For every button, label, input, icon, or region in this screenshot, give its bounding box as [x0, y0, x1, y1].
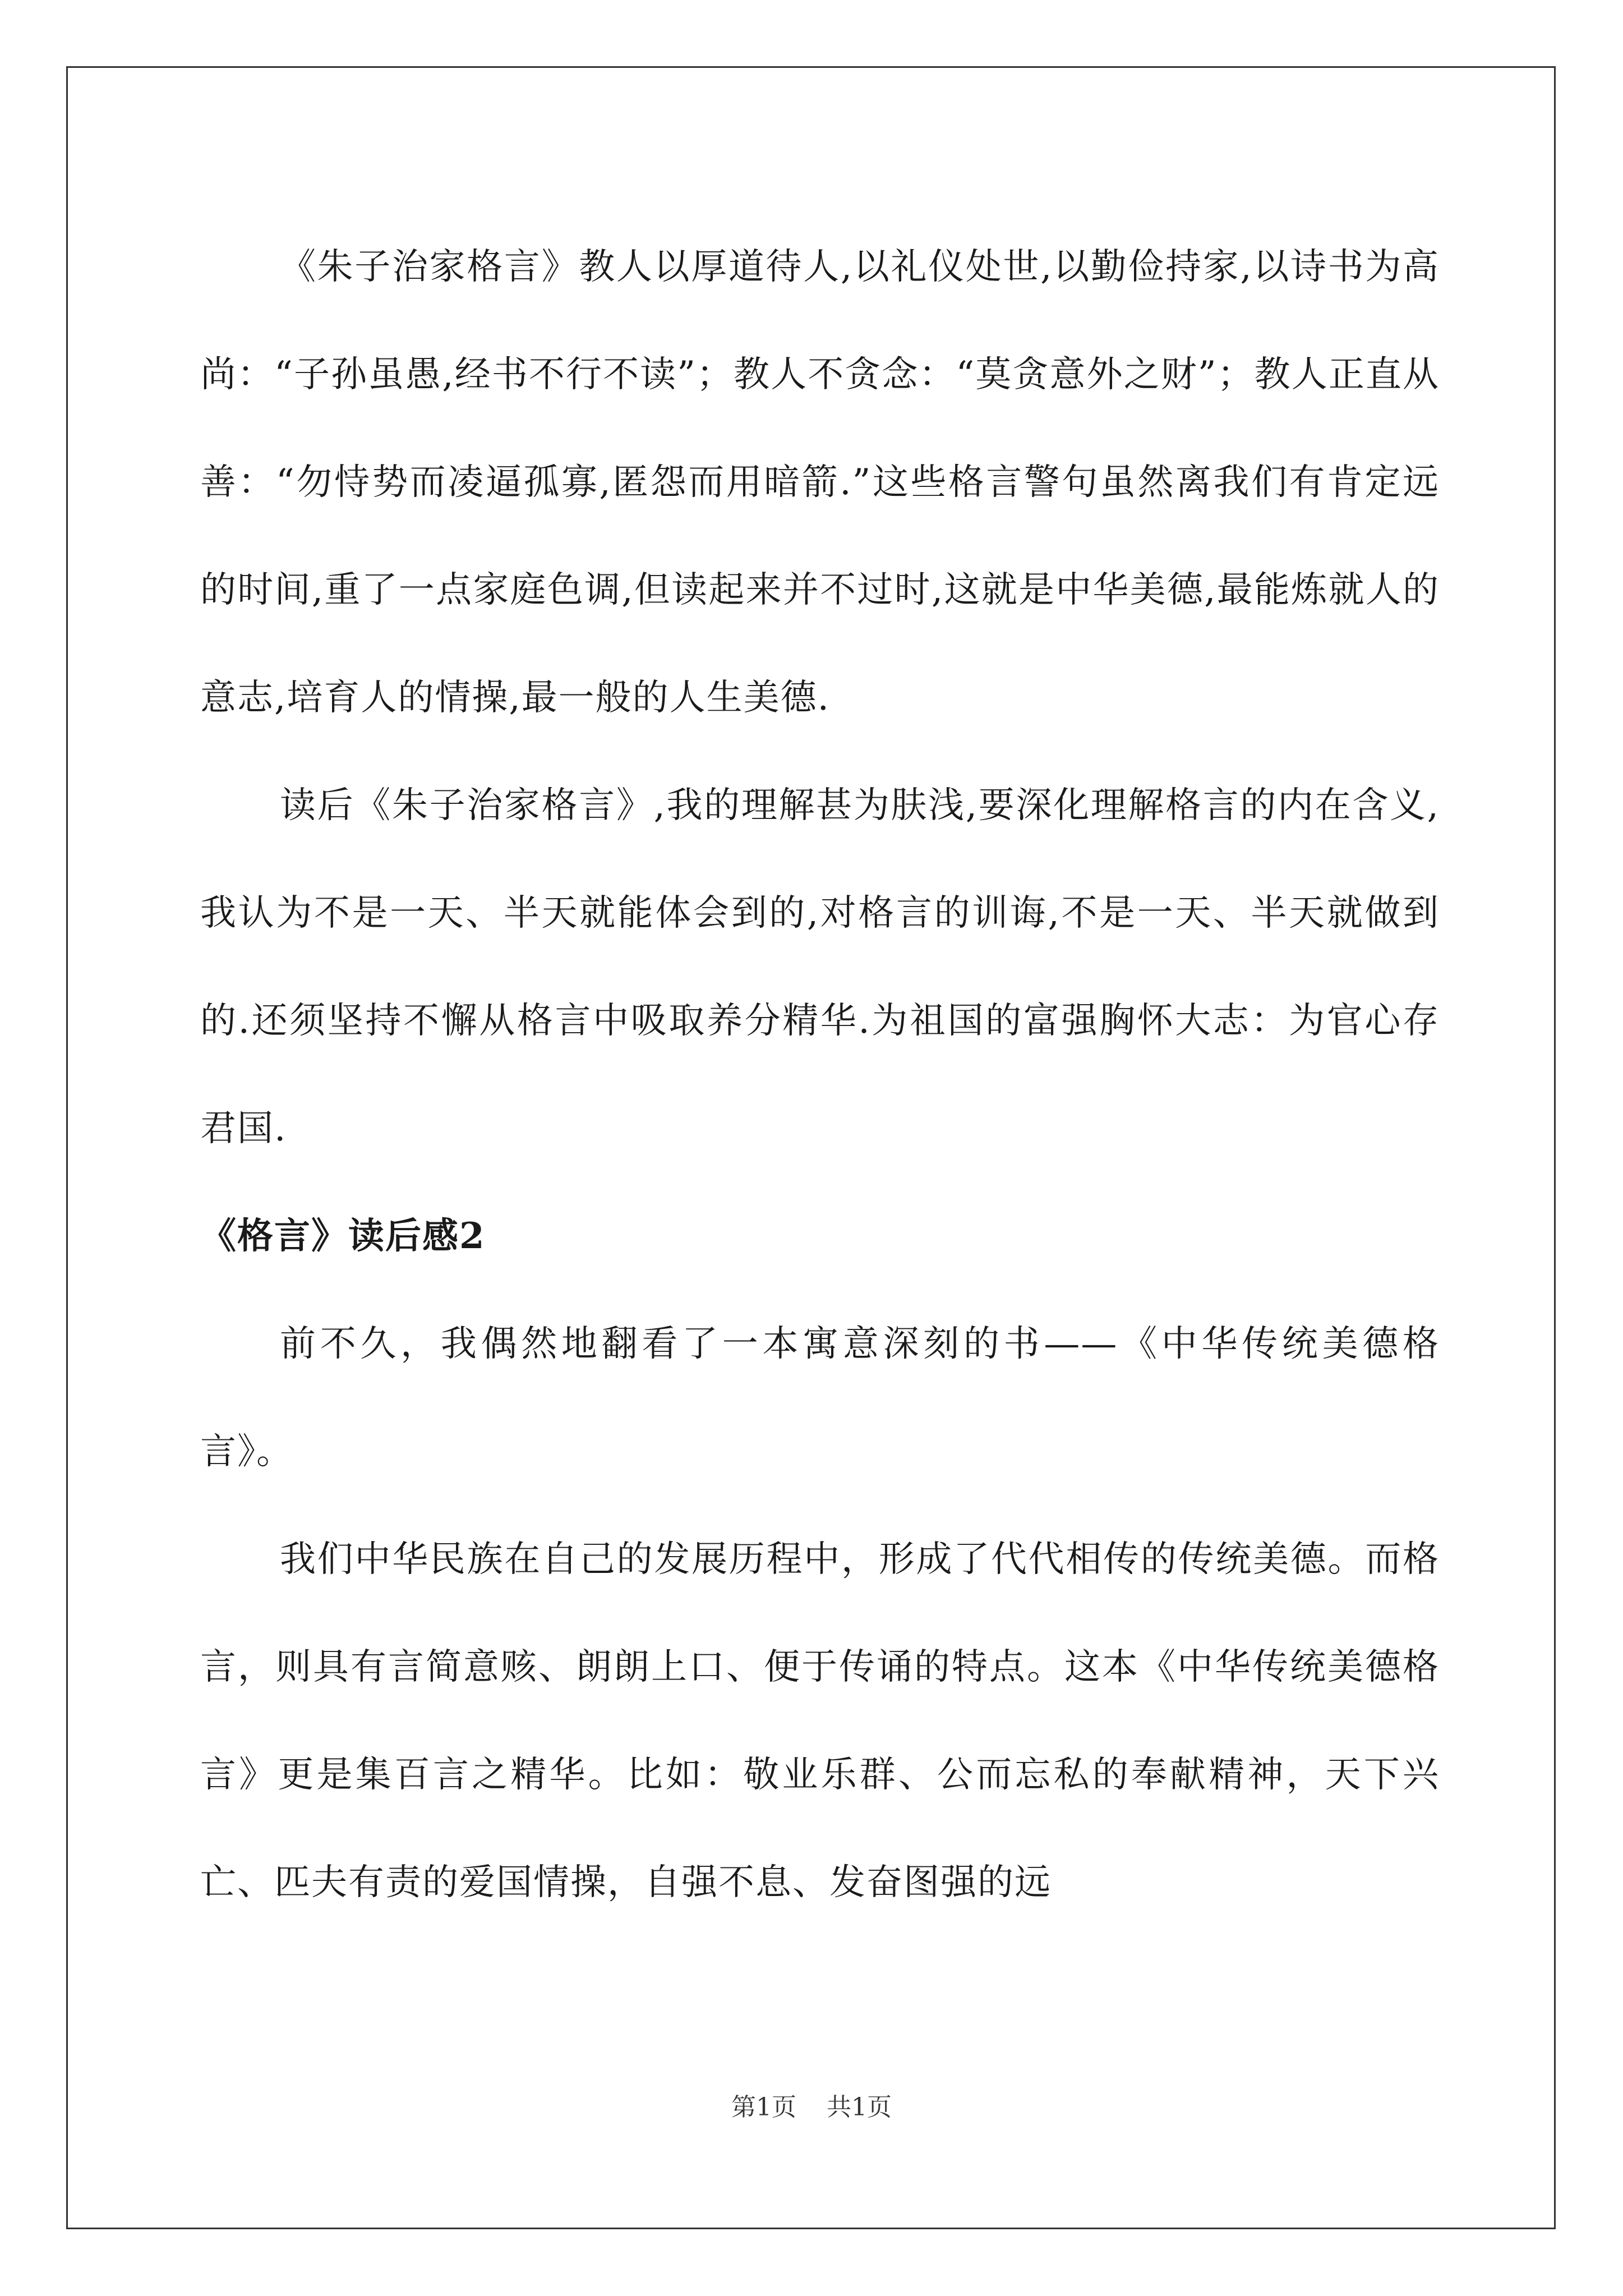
paragraph-virtues: 我们中华民族在自己的发展历程中，形成了代代相传的传统美德。而格言，则具有言简意赅、朗朗上口、便于传诵的特点。这本《中华传统美德格言》更是集百言之精华。比如：敬业乐群、公而忘私的奉献精神，天下兴亡、匹夫有责的爱国情操，自强不息、发奋图强的远 [200, 1539, 1440, 1903]
page-footer [0, 2087, 1623, 2123]
page-total: 共1页 [827, 2093, 892, 2122]
page-number: 第1页 [731, 2093, 796, 2122]
document-body [200, 213, 1440, 1936]
paragraph-zhuzi-intro: 《朱子治家格言》教人以厚道待人,以礼仪处世,以勤俭持家,以诗书为高尚：“子孙虽愚,经书不行不读”；教人不贪念：“莫贪意外之财”；教人正直从善：“勿恃势而凌逼孤寡,匿怨而用暗箭.”这些格言警句虽然离我们有肯定远的时间,重了一点家庭色调,但读起来并不过时,这就是中华美德,最能炼就人的意志,培育人的情操,最一般的人生美德. [200, 246, 1440, 719]
paragraph-reflection: 读后《朱子治家格言》,我的理解甚为肤浅,要深化理解格言的内在含义,我认为不是一天、半天就能体会到的,对格言的训诲,不是一天、半天就做到的.还须坚持不懈从格言中吸取养分精华.为祖国的富强胸怀大志：为官心存君国. [200, 785, 1440, 1149]
paragraph-book-intro: 前不久，我偶然地翻看了一本寓意深刻的书——《中华传统美德格言》。 [200, 1323, 1440, 1473]
section-heading: 《格言》读后感2 [200, 1215, 486, 1257]
